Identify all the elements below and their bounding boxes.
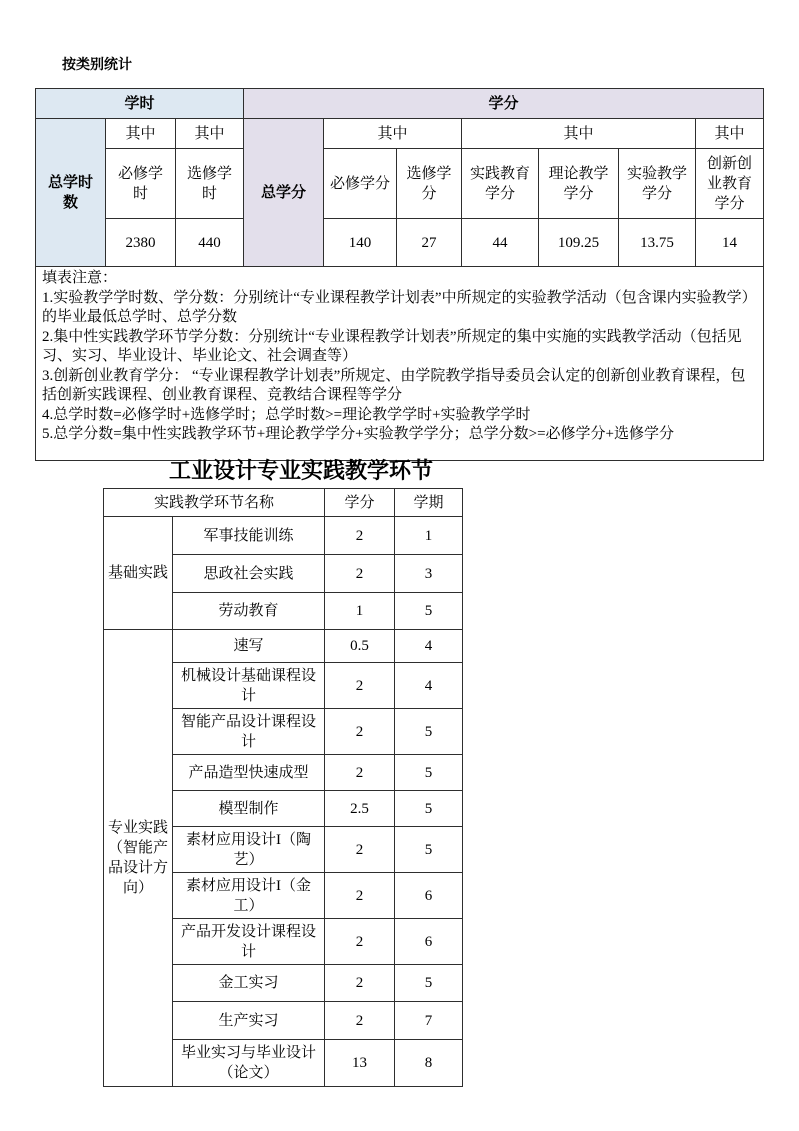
col-header-elective-hours: 选修学时: [176, 149, 244, 219]
activity-semester: 5: [395, 965, 463, 1002]
col-header-semester: 学期: [395, 489, 463, 517]
among-label: 其中: [106, 119, 176, 149]
value-elective-credits: 27: [397, 219, 462, 267]
activity-credit: 2: [325, 755, 395, 791]
activity-name: 军事技能训练: [173, 517, 325, 555]
notes-cell: [36, 267, 764, 461]
total-hours-label: 总学时数: [36, 119, 106, 267]
col-header-credit: 学分: [325, 489, 395, 517]
activity-credit: 1: [325, 593, 395, 630]
activity-name: 模型制作: [173, 791, 325, 827]
summary-table: [35, 88, 764, 461]
note-line: 2.集中性实践教学环节学分数：分别统计“专业课程教学计划表”所规定的集中实施的实践教学活动（包括见习、实习、毕业设计、毕业论文、社会调查等）: [42, 328, 742, 364]
activity-credit: 2: [325, 555, 395, 593]
summary-header-row: [36, 89, 764, 119]
activity-name: 素材应用设计I（陶艺）: [173, 827, 325, 873]
credits-group-header: 学分: [244, 89, 764, 119]
col-header-required-credits: 必修学分: [324, 149, 397, 219]
activity-name: 机械设计基础课程设计: [173, 663, 325, 709]
col-header-theory-credits: 理论教学学分: [539, 149, 619, 219]
summary-subheader-row: [36, 149, 764, 219]
note-line: 5.总学分数=集中性实践教学环节+理论教学学分+实验教学学分；总学分数>=必修学分+选修学分: [42, 426, 675, 442]
activity-credit: 2: [325, 1002, 395, 1040]
activity-name: 毕业实习与毕业设计（论文）: [173, 1040, 325, 1087]
activity-semester: 5: [395, 755, 463, 791]
activity-credit: 2: [325, 919, 395, 965]
col-header-experiment-credits: 实验教学学分: [619, 149, 696, 219]
activity-name: 生产实习: [173, 1002, 325, 1040]
practice-section-title: 工业设计专业实践教学环节: [168, 458, 433, 483]
value-practice-credits: 44: [462, 219, 539, 267]
value-experiment-credits: 13.75: [619, 219, 696, 267]
activity-semester: 4: [395, 630, 463, 663]
activity-name: 劳动教育: [173, 593, 325, 630]
activity-semester: 3: [395, 555, 463, 593]
activity-semester: 5: [395, 593, 463, 630]
among-label: 其中: [176, 119, 244, 149]
activity-name: 产品造型快速成型: [173, 755, 325, 791]
activity-credit: 0.5: [325, 630, 395, 663]
activity-semester: 1: [395, 517, 463, 555]
table-row: [104, 517, 463, 555]
among-label: 其中: [696, 119, 764, 149]
activity-semester: 4: [395, 663, 463, 709]
activity-name: 思政社会实践: [173, 555, 325, 593]
summary-values-row: [36, 219, 764, 267]
activity-name: 速写: [173, 630, 325, 663]
activity-semester: 6: [395, 873, 463, 919]
summary-among-row: [36, 119, 764, 149]
category-basic-practice: 基础实践: [104, 517, 173, 630]
value-innovation-credits: 14: [696, 219, 764, 267]
activity-semester: 5: [395, 827, 463, 873]
among-label: 其中: [462, 119, 696, 149]
value-required-hours: 2380: [106, 219, 176, 267]
section-heading-by-category: 按类别统计: [62, 58, 132, 73]
value-elective-hours: 440: [176, 219, 244, 267]
value-theory-credits: 109.25: [539, 219, 619, 267]
activity-semester: 8: [395, 1040, 463, 1087]
activity-semester: 6: [395, 919, 463, 965]
col-header-required-hours: 必修学时: [106, 149, 176, 219]
summary-notes-row: [36, 267, 764, 461]
col-header-activity-name: 实践教学环节名称: [104, 489, 325, 517]
activity-credit: 2.5: [325, 791, 395, 827]
activity-credit: 2: [325, 827, 395, 873]
table-row: [104, 630, 463, 663]
activity-credit: 2: [325, 965, 395, 1002]
col-header-elective-credits: 选修学分: [397, 149, 462, 219]
activity-semester: 7: [395, 1002, 463, 1040]
practice-header-row: [104, 489, 463, 517]
note-line: 3.创新创业教育学分： “专业课程教学计划表”所规定、由学院教学指导委员会认定的创新创业教育课程，包括创新实践课程、创业教育课程、竞教结合课程等学分: [42, 367, 746, 403]
activity-credit: 2: [325, 709, 395, 755]
activity-name: 金工实习: [173, 965, 325, 1002]
col-header-innovation-credits: 创新创业教育学分: [696, 149, 764, 219]
activity-semester: 5: [395, 791, 463, 827]
total-credits-label: 总学分: [244, 119, 324, 267]
notes-title: 填表注意：: [42, 270, 118, 286]
activity-name: 产品开发设计课程设计: [173, 919, 325, 965]
note-line: 4.总学时数=必修学时+选修学时；总学时数>=理论教学学时+实验教学学时: [42, 406, 531, 423]
value-required-credits: 140: [324, 219, 397, 267]
among-label: 其中: [324, 119, 462, 149]
activity-name: 素材应用设计I（金工）: [173, 873, 325, 919]
activity-semester: 5: [395, 709, 463, 755]
activity-credit: 2: [325, 663, 395, 709]
activity-name: 智能产品设计课程设计: [173, 709, 325, 755]
note-line: 1.实验教学学时数、学分数：分别统计“专业课程教学计划表”中所规定的实验教学活动（包含课内实验教学）的毕业最低总学时、总学分数: [42, 289, 757, 325]
activity-credit: 2: [325, 873, 395, 919]
activity-credit: 13: [325, 1040, 395, 1087]
col-header-practice-credits: 实践教育学分: [462, 149, 539, 219]
category-professional-practice: 专业实践（智能产品设计方向）: [104, 630, 173, 1087]
practice-table: [103, 488, 463, 1087]
hours-group-header: 学时: [36, 89, 244, 119]
activity-credit: 2: [325, 517, 395, 555]
